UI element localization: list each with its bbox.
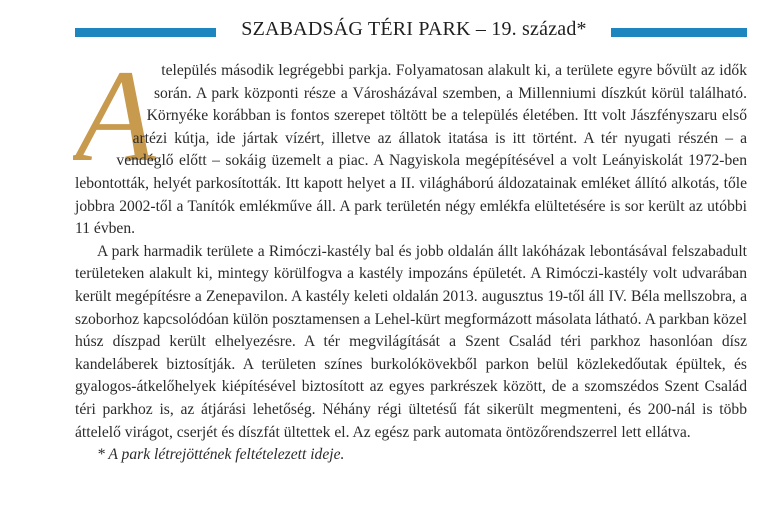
- section-header: [0, 13, 773, 53]
- footnote: * A park létrejöttének feltételezett ideje.: [97, 446, 345, 464]
- paragraph-2: A park harmadik területe a Rimóczi-kastély bal és jobb oldalán állt lakóházak lebontásával felszabadult területeken alakult ki, mintegy körülfogva a kastély impozáns épületét. A Rimóczi-kastély volt udvarában került megépítésre a Zenepavilon. A kastély keleti oldalán 2013. augusztus 19-től áll IV. Béla mellszobra, a szoborhoz kapcsolódóan külön posztamensen a Lehel-kürt megformázott másolata látható. A parkban közel húsz díszpad került elhelyezésre. A tér megvilágítását a Szent Család téri parkhoz hasonlóan dísz kandeláberek biztosítják. A területen színes burkolókövekből parkon belül közlekedőutak épültek, és gyalogos-átkelőhelyek kiépítésével biztosított az egyes parkrészek között, de a szomszédos Szent Család téri parkhoz is, az átjárási lehetőség. Néhány régi ültetésű fát sikerült megmenteni, és 200-nál is több áttelelő virágot, cserjét és díszfát ültettek el. Az egész park automata öntözőrendszerrel lett ellátva.: [75, 242, 747, 441]
- paragraph-1-text: település második legrégebbi parkja. Folyamatosan alakult ki, a területe egyre bővült az idők során. A park központi része a Városházával szemben, a Millenniumi díszkút körül található. Környéke korábban is fontos szerepet töltött be a település életében. Itt volt Jászfényszaru első artézi kútja, ide jártak vízért, illetve az állatok itatása is itt történt. A tér nyugati részén – a vendéglő előtt – sokáig üzemelt a piac. A Nagyiskola megépítésével a volt Leányiskolát 1972-ben lebontották, helyét parkosították. Itt kapott helyet a II. világháború áldozatainak emléket állító alkotás, tőle jobbra 2002-től a Tanítók emlékműve áll. A park területén négy emlékfa elültetésére is sor került az utóbbi 11 évben.: [75, 62, 747, 238]
- article-body: [75, 60, 747, 467]
- header-accent-bar-left: [75, 28, 216, 37]
- header-accent-bar-right: [611, 28, 747, 37]
- paragraph-1: [75, 60, 747, 241]
- drop-cap-glyph: A: [75, 56, 156, 168]
- page-title: SZABADSÁG TÉRI PARK – 19. század*: [241, 18, 587, 40]
